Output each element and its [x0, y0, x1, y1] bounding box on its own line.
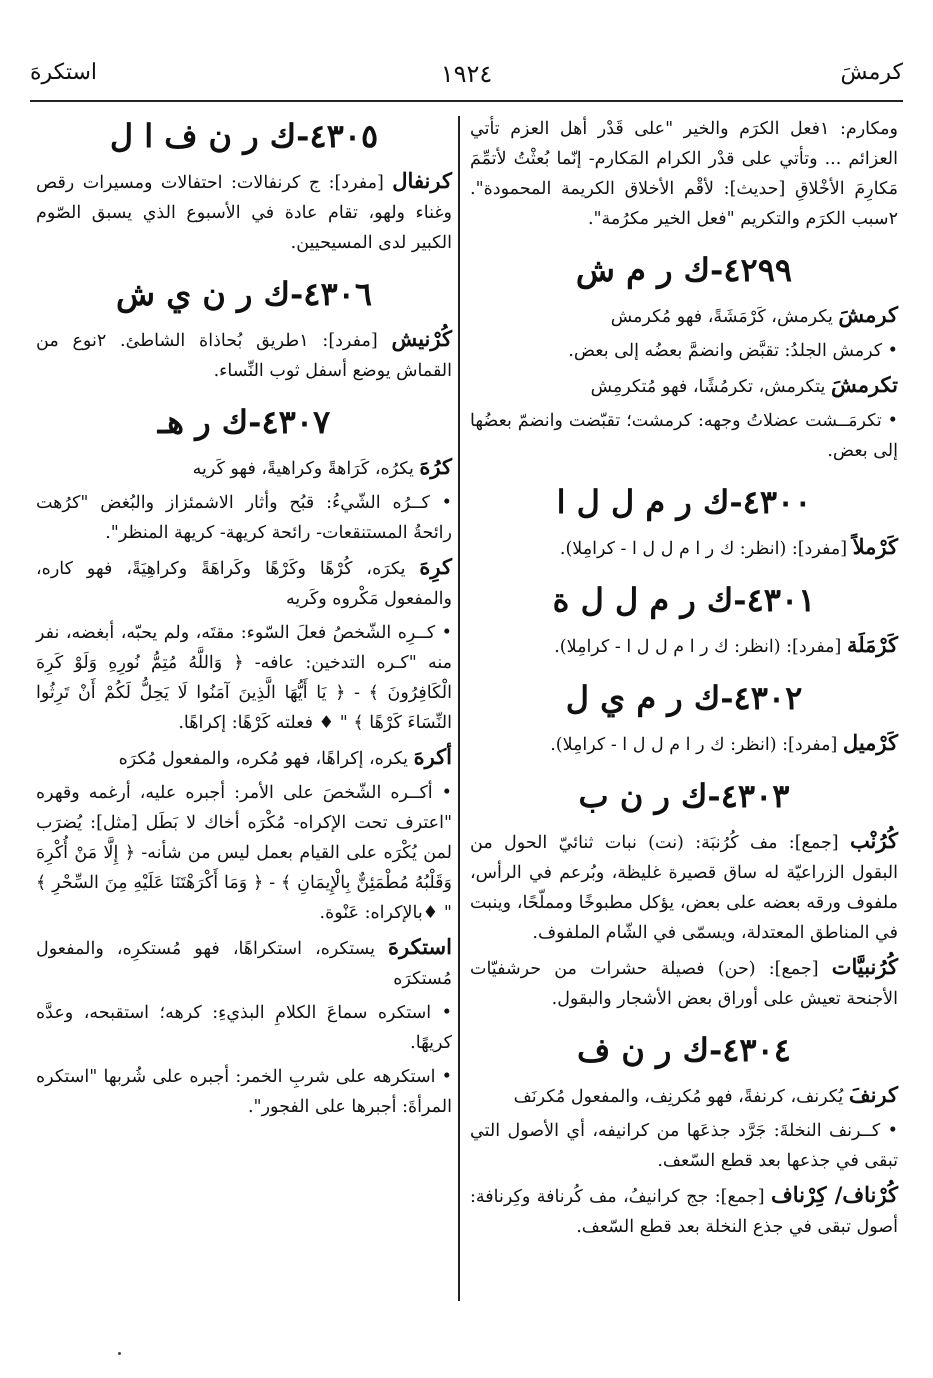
dictionary-entry — [470, 1080, 898, 1112]
dictionary-entry — [470, 532, 898, 564]
dictionary-entry — [470, 300, 898, 332]
entry-definition: [مفرد]: (انظر: ك ر ا م ل ل ا - كرامِلا). — [559, 539, 853, 559]
root-heading: ٤٣٠٠-ك ر م ل ل ا — [556, 483, 812, 521]
entry-definition: يستكره، استكراهًا، فهو مُستكرِه، والمفعول مُستكرَه — [36, 939, 452, 989]
dictionary-entry — [470, 952, 898, 1014]
definition-paragraph: • استكره سماعَ الكلامِ البذيءِ: كرهه؛ استقبحه، وعدَّه كريهًا. — [36, 1003, 452, 1053]
header-first-word: كرمشَ — [840, 60, 903, 85]
dictionary-entry — [36, 324, 452, 386]
dictionary-entry — [36, 742, 452, 774]
entry-definition: يكرمش، كَرْمَشَةً، فهو مُكرمش — [610, 307, 839, 327]
root-heading: ٤٣٠١-ك ر م ل ل ة — [552, 581, 816, 619]
root-heading: ٤٣٠٧-ك ر هـ — [157, 403, 331, 441]
entry-lemma: أكرهَ — [413, 744, 452, 769]
dictionary-entry — [470, 630, 898, 662]
stray-ink-dot — [118, 1352, 121, 1355]
entry-lemma: كُرْنيش — [391, 326, 452, 351]
definition-paragraph: • استكرهه على شربِ الخمر: أجبره على شُربها "استكره المرأةَ: أجبرها على الفجور". — [36, 1067, 452, 1117]
definition-paragraph: • كــرِه الشّخصُ فعلَ السّوء: مقتَه، ولم يحبّه، أبغضه، نفر منه "كـره التدخين: عافه- ﴿ وَاللَّهُ مُتِمُّ نُورِهِ وَلَوْ كَرِهَ الْكَافِرُونَ ﴾ - ﴿ يَا أَيُّهَا الَّذِينَ آمَنُوا لَا يَحِلُّ لَكُمْ أَنْ تَرِثُوا النِّسَاءَ كَرْهًا ﴾ " ♦ فعلته كَرْهًا: إكراهًا. — [36, 623, 452, 733]
entry-lemma: كَرْميل — [842, 730, 898, 755]
entry-definition: يُكرنف، كرنفةً، فهو مُكرنِف، والمفعول مُكرنَف — [513, 1087, 849, 1107]
root-heading: ٤٣٠٢-ك ر م ي ل — [565, 679, 803, 717]
definition-paragraph: • تكرمَــشت عضلاتُ وجهه: كرمشت؛ تقبّضت وانضمّ بعضُها إلى بعض. — [470, 411, 898, 461]
entry-lemma: استكرهَ — [388, 934, 452, 959]
dictionary-entry — [36, 166, 452, 258]
entry-definition: [جمع]: جج كرانيفُ، مف كُرنافة وكِرنافة: أصول تبقى في جذع النخلة بعد قطع السّعف. — [470, 1187, 898, 1237]
definition-paragraph: ومكارم: ١فعل الكرَم والخير "على قَدْر أهل العزم تأتي العزائم ... وتأتي على قدْر الكرام المَكارم- إنّما بُعثْتُ لأتمِّمَ مَكارِمَ الأخْلاقِ [حديث]: لأقْم الأخلاق الكريمة المحمودة". ٢سبب الكرَم والتكريم "فعل الخير مكرُمة". — [470, 119, 898, 229]
entry-definition: [مفرد]: (انظر: ك ر ا م ل ل ا - كرامِلا). — [554, 637, 847, 657]
dictionary-entry — [36, 452, 452, 484]
entry-lemma: كَرْملاً — [852, 534, 898, 559]
root-heading: ٤٣٠٤-ك ر ن ف — [577, 1031, 791, 1069]
root-heading: ٤٢٩٩-ك ر م ش — [575, 251, 793, 289]
entry-definition: يكرَه، كُرْهًا وكَرْهًا وكَراهَةً وكراهِيَةً، فهو كاره، والمفعول مَكْروه وكَريه — [36, 559, 452, 609]
entry-definition: [مفرد]: ج كرنفالات: احتفالات ومسيرات رقص وغناء ولهو، تقام عادة في الأسبوع الذي يسبق الصّوم الكبير لدى المسيحيين. — [36, 173, 452, 253]
entry-definition: [جمع]: مف كُرُنبَة: (نت) نبات ثنائيّ الحول من البقول الزراعيّة له ساق قصيرة غليظة، وبُرعم في الرأس، ملفوف ورقه بعضه على بعض، يؤكل مطبوخًا ومملّحًا، وينبت في المناطق المعتدلة، ويسمّى في الشّام الملفوف. — [470, 833, 898, 943]
definition-paragraph: • كــرنف النخلةَ: جَرَّد جذعَها من كرانيفه، أي الأصول التي تبقى في جذعها بعد قطع السّعف. — [470, 1121, 898, 1171]
dictionary-entry — [36, 552, 452, 614]
column-divider — [458, 116, 460, 1301]
entry-definition: [مفرد]: (انظر: ك ر ا م ل ل ا - كرامِلا). — [550, 735, 843, 755]
entry-definition: يتكرمش، تكرمُشًا، فهو مُتكرمِش — [590, 377, 831, 397]
entry-lemma: كرِهَ — [419, 554, 452, 579]
header-last-word: استكرهَ — [30, 60, 97, 85]
definition-paragraph: • كرمش الجلدُ: تقبَّض وانضمَّ بعضُه إلى بعض. — [568, 341, 898, 361]
entry-lemma: كُرْناف/ كِرْناف — [770, 1182, 898, 1207]
root-heading: ٤٣٠٣-ك ر ن ب — [578, 777, 790, 815]
entry-definition: [جمع]: (حن) فصيلة حشرات من حرشفيّات الأجنحة تعيش على أوراق بعض الأشجار والبقول. — [470, 959, 898, 1009]
entry-lemma: كُرُنبيَّات — [831, 954, 898, 979]
entry-lemma: كَرْمَلَة — [846, 632, 898, 657]
entry-lemma: كرمشَ — [838, 302, 898, 327]
entry-lemma: كرنفال — [392, 168, 452, 193]
page-number: ١٩٢٤ — [440, 60, 493, 88]
dictionary-entry — [470, 1180, 898, 1242]
definition-paragraph: • كــرُه الشّيءُ: قبُح وأثار الاشمئزاز والبُغض "كرُهت رائحةُ المستنقعات- رائحة كريهة- كريهة المنظر". — [36, 493, 452, 543]
dictionary-entry — [470, 370, 898, 402]
dictionary-entry — [36, 932, 452, 994]
entry-lemma: تكرمشَ — [830, 372, 898, 397]
entry-lemma: كرنفَ — [848, 1082, 898, 1107]
header-rule — [30, 100, 903, 102]
root-heading: ٤٣٠٥-ك ر ن ف ا ل — [109, 117, 379, 155]
page-header — [30, 56, 903, 96]
entry-lemma: كرُهَ — [419, 454, 452, 479]
root-heading: ٤٣٠٦-ك ر ن ي ش — [115, 275, 373, 313]
right-column — [470, 114, 898, 1246]
dictionary-entry — [470, 826, 898, 948]
entry-definition: يكره، إكراهًا، فهو مُكره، والمفعول مُكرَه — [118, 749, 414, 769]
entry-definition: يكرُه، كَرَاهةً وكراهيةً، فهو كَريه — [192, 459, 420, 479]
left-column — [36, 114, 452, 1126]
entry-definition: [مفرد]: ١طريق بُحاذاة الشاطئ. ٢نوع من القماش يوضع أسفل ثوب النِّساء. — [36, 331, 452, 381]
definition-paragraph: • أكــره الشّخصَ على الأمر: أجبره عليه، أرغمه وقهره "اعترف تحت الإكراه- مُكْرَه أخاك لا بَطَل [مثل]: يُضرَب لمن يُكْرَه على القيام بعمل ليس من شأنه- ﴿ إِلَّا مَنْ أُكْرِهَ وَقَلْبُهُ مُطْمَئِنٌّ بِالْإِيمَانِ ﴾ - ﴿ وَمَا أَكْرَهْتَنَا عَلَيْهِ مِنَ السِّحْرِ ﴾ " ♦بالإكراه: عَنْوة. — [36, 783, 452, 923]
entry-lemma: كُرُنْب — [849, 828, 898, 853]
dictionary-entry — [470, 728, 898, 760]
